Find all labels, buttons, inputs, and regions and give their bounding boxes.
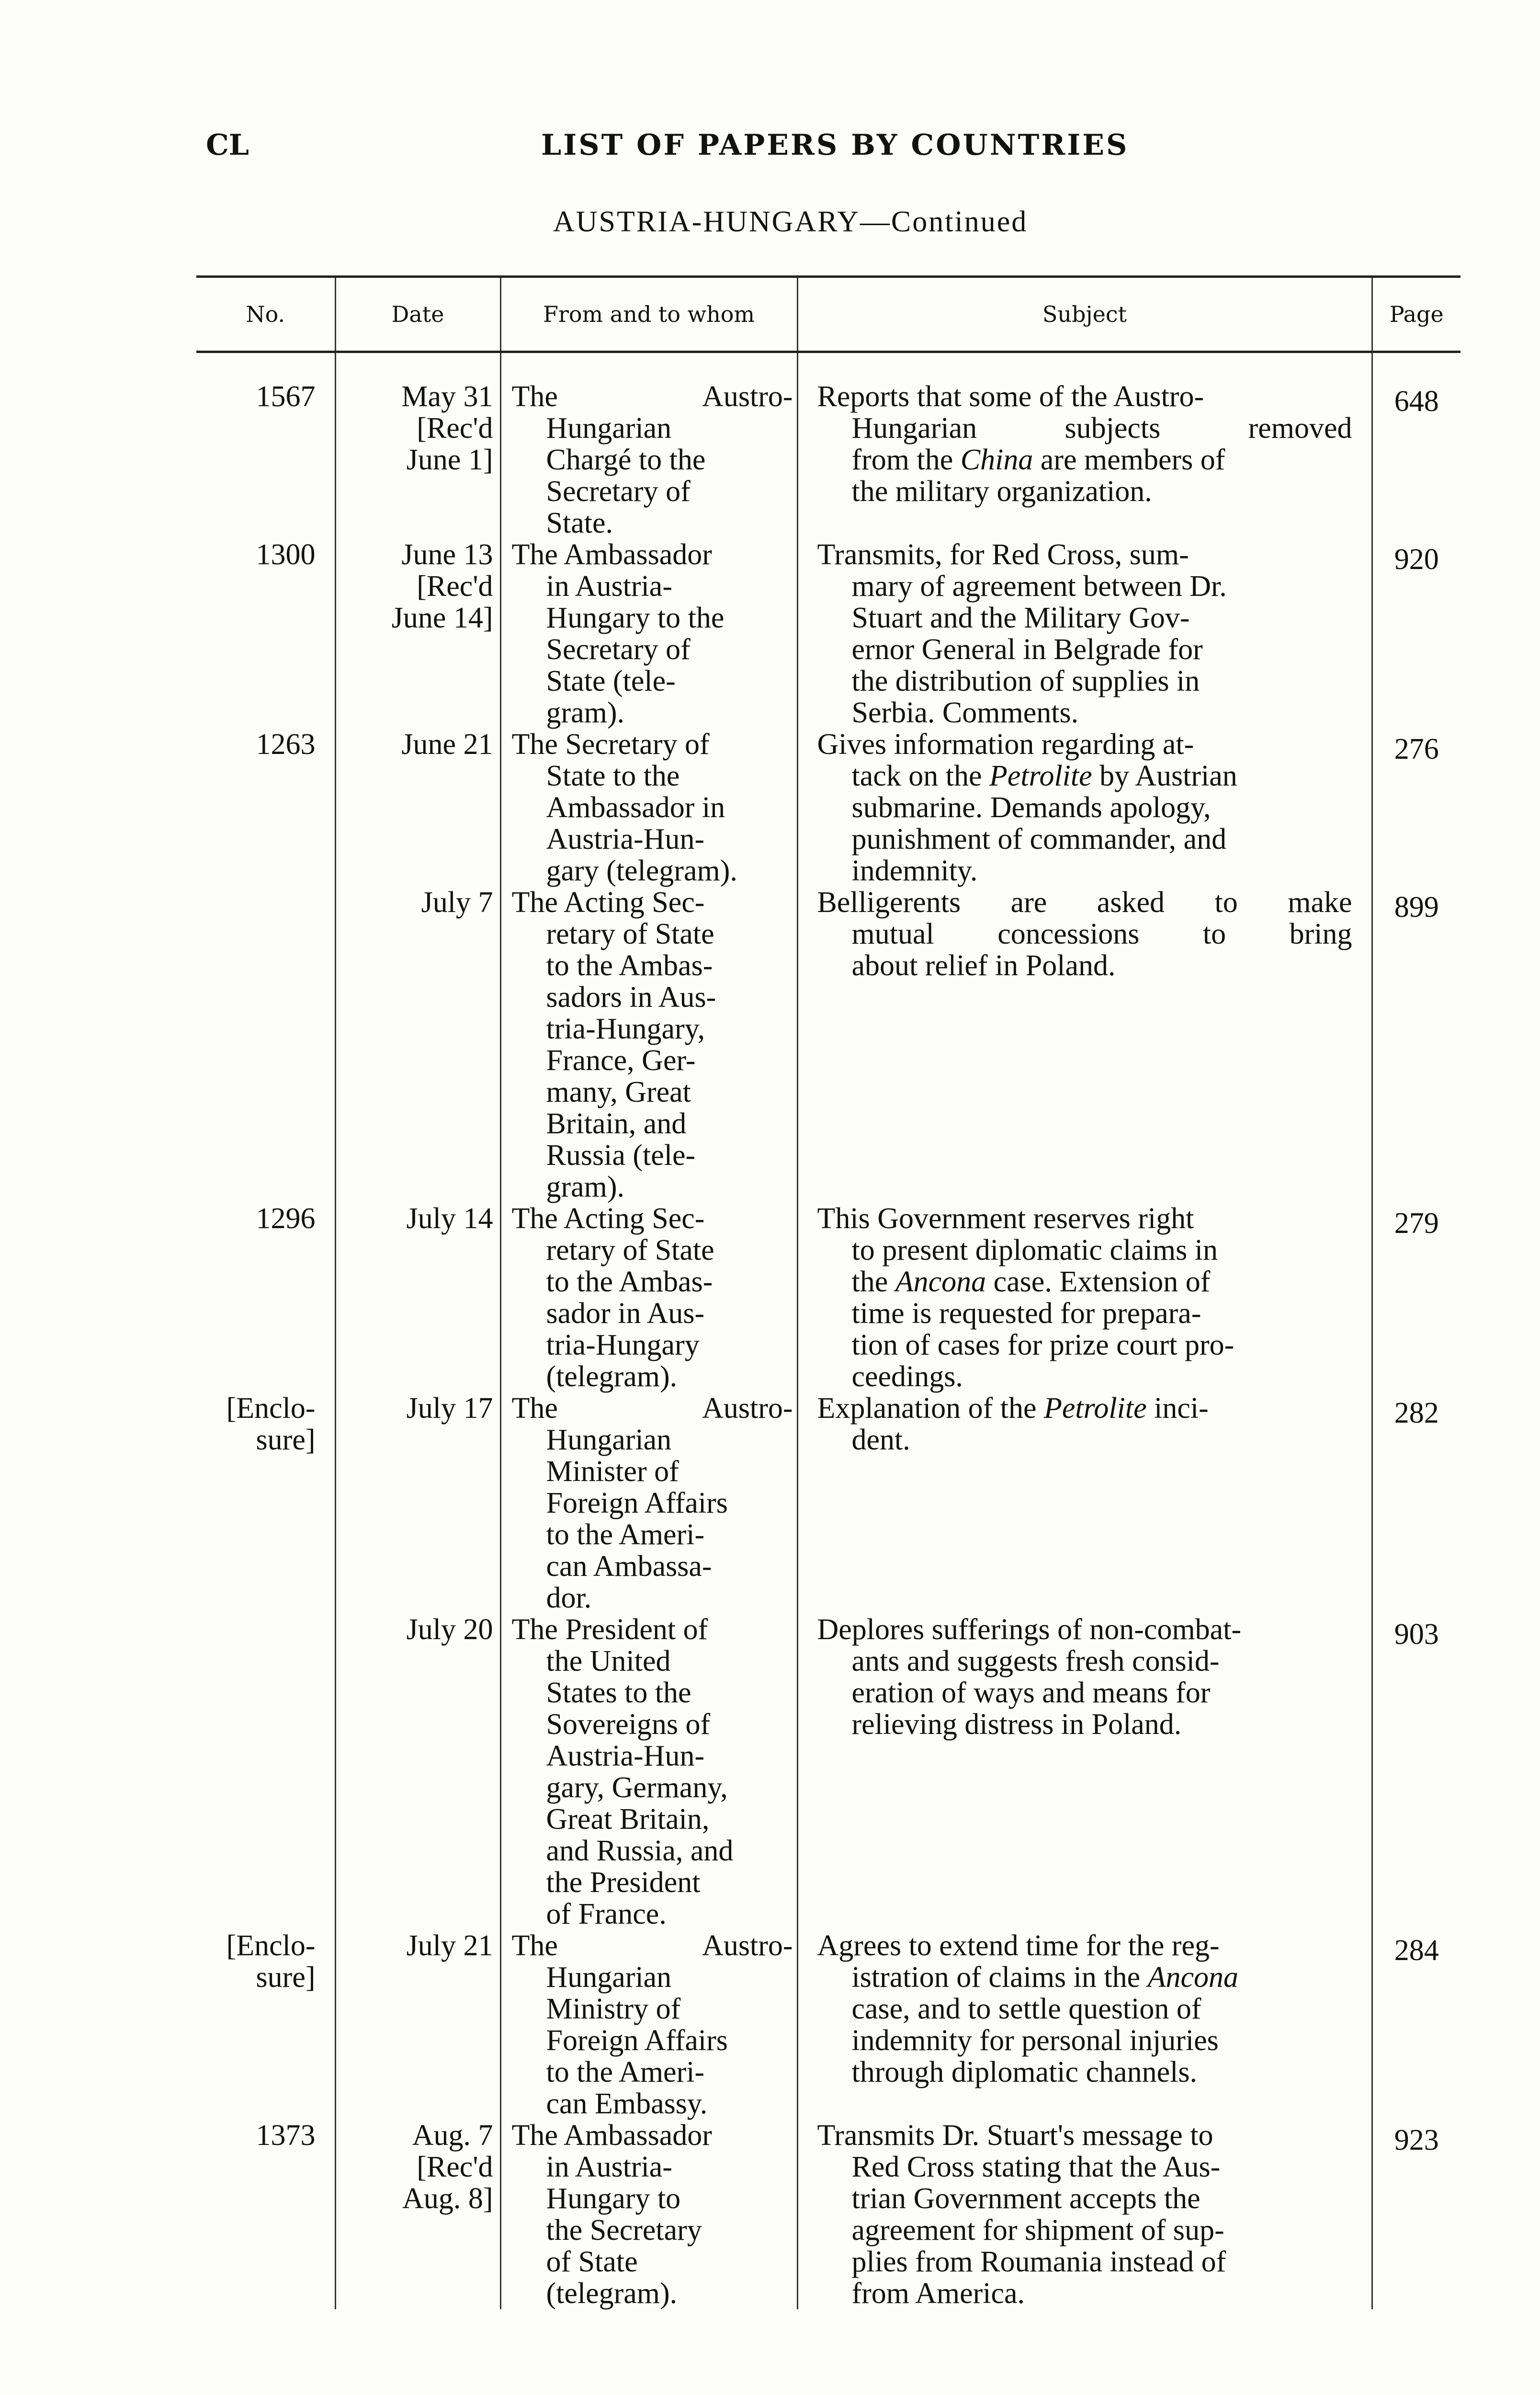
cell-no (196, 1203, 335, 1392)
cell-page: 279 (1372, 1203, 1461, 1392)
cell-date (335, 539, 500, 729)
cell-date (335, 1930, 500, 2120)
cell-page: 923 (1372, 2120, 1461, 2309)
date-line: [Rec'd (417, 570, 493, 603)
table-row (196, 1203, 1461, 1392)
subject-line: about relief in Poland. (851, 949, 1116, 982)
cell-no (196, 1392, 335, 1614)
subject-line: relieving distress in Poland. (851, 1708, 1182, 1741)
from-line: Foreign Affairs (546, 1487, 728, 1519)
cell-from (500, 1930, 797, 2120)
subject-line: to present diplomatic claims in (851, 1234, 1218, 1266)
from-line: to the Ameri- (546, 2056, 705, 2088)
enclosure-label: sure] (256, 1424, 316, 1456)
from-line: can Ambassa- (546, 1550, 712, 1583)
cell-no (196, 729, 335, 887)
from-line: The Austro- (511, 380, 793, 413)
subject-line: Gives information regarding at- (817, 728, 1194, 761)
enclosure-label: [Enclo- (226, 1929, 316, 1962)
cell-from (500, 352, 797, 539)
from-line: in Austria- (546, 2151, 672, 2183)
from-line: gram). (546, 696, 625, 729)
cell-no (196, 2120, 335, 2309)
subject-line: case, and to settle question of (851, 1993, 1201, 2025)
subject-line: Agrees to extend time for the reg- (817, 1929, 1220, 1962)
from-line: of France. (546, 1898, 667, 1930)
subject-line: from the China are members of (851, 444, 1225, 476)
subject-line: Red Cross stating that the Aus- (851, 2151, 1221, 2183)
subject-line: ceedings. (851, 1360, 963, 1393)
cell-from (500, 1614, 797, 1930)
subject-line: tack on the Petrolite by Austrian (851, 760, 1237, 792)
table-row (196, 1930, 1461, 2120)
cell-subject (797, 2120, 1372, 2309)
enclosure-label: [Enclo- (226, 1392, 316, 1425)
cell-subject (797, 1392, 1372, 1614)
from-line: Hungarian (546, 1424, 672, 1456)
cell-date (335, 1392, 500, 1614)
from-line: States to the (546, 1676, 691, 1709)
from-line: gary (telegram). (546, 855, 737, 887)
from-line: retary of State (546, 1234, 714, 1266)
from-line: The Acting Sec- (511, 1202, 705, 1235)
from-line: the President (546, 1866, 701, 1899)
subject-line: agreement for shipment of sup- (851, 2214, 1224, 2247)
page-title: LIST OF PAPERS BY COUNTRIES (541, 128, 1129, 162)
subject-line: tion of cases for prize court pro- (851, 1329, 1234, 1361)
cell-subject (797, 352, 1372, 539)
cell-subject (797, 1930, 1372, 2120)
vessel-name: Ancona (1147, 1961, 1239, 1994)
subject-line: ernor General in Belgrade for (851, 633, 1203, 666)
subject-line: plies from Roumania instead of (851, 2246, 1226, 2278)
vessel-name: China (960, 444, 1033, 476)
page-folio: CL (206, 128, 249, 162)
from-line: The Austro- (511, 1929, 793, 1962)
subject-line: time is requested for prepara- (851, 1297, 1201, 1330)
cell-subject (797, 539, 1372, 729)
date-line: [Rec'd (417, 412, 493, 445)
date-line: July 14 (406, 1202, 493, 1235)
cell-subject (797, 1203, 1372, 1392)
subject-line: Deplores sufferings of non-combat- (817, 1613, 1242, 1646)
cell-no (196, 352, 335, 539)
from-line: The Ambassador (511, 538, 712, 571)
vessel-name: Petrolite (989, 760, 1092, 792)
from-line: Ministry of (546, 1993, 681, 2025)
cell-date (335, 352, 500, 539)
cell-no (196, 887, 335, 1203)
from-line: State (tele- (546, 665, 676, 697)
from-line: can Embassy. (546, 2087, 708, 2120)
table-row (196, 729, 1461, 887)
subject-line: trian Government accepts the (851, 2182, 1200, 2215)
vessel-name: Petrolite (1043, 1392, 1147, 1425)
from-line: Russia (tele- (546, 1139, 696, 1172)
from-line: Secretary of (546, 633, 691, 666)
from-line: Britain, and (546, 1107, 687, 1140)
from-line: gary, Germany, (546, 1771, 728, 1804)
from-line: (telegram). (546, 2277, 678, 2310)
column-header-no: No. (196, 277, 335, 352)
subject-line: indemnity. (851, 855, 978, 887)
section-title: AUSTRIA-HUNGARY—Continued (553, 205, 1028, 238)
cell-page: 276 (1372, 729, 1461, 887)
from-line: The President of (511, 1613, 708, 1646)
from-line: to the Ambas- (546, 1266, 713, 1298)
running-head (206, 128, 1461, 167)
table-row (196, 887, 1461, 1203)
subject-line: Serbia. Comments. (851, 696, 1079, 729)
paper-number: 1300 (256, 538, 316, 571)
subject-line: Transmits Dr. Stuart's message to (817, 2119, 1213, 2152)
table-row (196, 1614, 1461, 1930)
cell-page: 903 (1372, 1614, 1461, 1930)
cell-date (335, 1614, 500, 1930)
subject-line: ants and suggests fresh consid- (851, 1645, 1220, 1677)
from-line: The Secretary of (511, 728, 710, 761)
subject-line: submarine. Demands apology, (851, 791, 1211, 824)
paper-number: 1263 (256, 728, 316, 761)
from-line: gram). (546, 1171, 625, 1203)
table-row (196, 539, 1461, 729)
from-line: (telegram). (546, 1360, 678, 1393)
cell-date (335, 1203, 500, 1392)
from-line: to the Ambas- (546, 949, 713, 982)
cell-no (196, 539, 335, 729)
table-row (196, 2120, 1461, 2309)
cell-from (500, 729, 797, 887)
from-line: sador in Aus- (546, 1297, 705, 1330)
cell-date (335, 2120, 500, 2309)
from-line: Great Britain, (546, 1803, 710, 1836)
cell-subject (797, 1614, 1372, 1930)
date-line: July 7 (421, 886, 493, 919)
column-header-date: Date (335, 277, 500, 352)
subject-line: dent. (851, 1424, 910, 1456)
cell-page: 899 (1372, 887, 1461, 1203)
from-line: The Ambassador (511, 2119, 712, 2152)
cell-page: 282 (1372, 1392, 1461, 1614)
from-line: State to the (546, 760, 680, 792)
from-line: tria-Hungary, (546, 1013, 705, 1045)
from-line: to the Ameri- (546, 1518, 705, 1551)
subject-line: This Government reserves right (817, 1202, 1194, 1235)
from-line: retary of State (546, 918, 714, 950)
subject-line: indemnity for personal injuries (851, 2024, 1219, 2057)
table-header (196, 277, 1461, 352)
from-line: and Russia, and (546, 1835, 734, 1867)
from-line: in Austria- (546, 570, 672, 603)
date-line: Aug. 8] (402, 2182, 493, 2215)
subject-line: the Ancona case. Extension of (851, 1266, 1211, 1298)
paper-number: 1373 (256, 2119, 316, 2152)
date-line: July 20 (406, 1613, 493, 1646)
from-line: Hungary to (546, 2182, 681, 2215)
from-line: France, Ger- (546, 1044, 696, 1077)
cell-from (500, 2120, 797, 2309)
from-line: Foreign Affairs (546, 2024, 728, 2057)
paper-number: 1296 (256, 1202, 316, 1235)
subject-line: through diplomatic channels. (851, 2056, 1197, 2088)
cell-subject (797, 887, 1372, 1203)
date-line: Aug. 7 (412, 2119, 493, 2152)
from-line: The Acting Sec- (511, 886, 705, 919)
cell-no (196, 1930, 335, 2120)
from-line: Sovereigns of (546, 1708, 711, 1741)
cell-from (500, 887, 797, 1203)
subject-line: Stuart and the Military Gov- (851, 602, 1190, 634)
date-line: June 1] (406, 444, 493, 476)
date-line: [Rec'd (417, 2151, 493, 2183)
cell-date (335, 887, 500, 1203)
cell-from (500, 1392, 797, 1614)
from-line: the United (546, 1645, 671, 1677)
subject-line: the military organization. (851, 475, 1152, 508)
cell-date (335, 729, 500, 887)
from-line: dor. (546, 1582, 592, 1614)
date-line: June 13 (401, 538, 493, 571)
subject-line: mary of agreement between Dr. (851, 570, 1227, 603)
subject-line: Transmits, for Red Cross, sum- (817, 538, 1189, 571)
column-header-from: From and to whom (500, 277, 797, 352)
subject-line: the distribution of supplies in (851, 665, 1200, 697)
enclosure-label: sure] (256, 1961, 316, 1994)
from-line: tria-Hungary (546, 1329, 700, 1361)
from-line: sadors in Aus- (546, 981, 716, 1014)
subject-line: eration of ways and means for (851, 1676, 1211, 1709)
subject-line: from America. (851, 2277, 1025, 2310)
subject-line: Hungarian subjects removed (851, 412, 1352, 445)
subject-line: istration of claims in the Ancona (851, 1961, 1239, 1994)
from-line: Austria-Hun- (546, 823, 705, 855)
from-line: the Secretary (546, 2214, 702, 2247)
from-line: Secretary of (546, 475, 691, 508)
date-line: May 31 (401, 380, 493, 413)
cell-from (500, 1203, 797, 1392)
subject-line: Belligerents are asked to make (817, 886, 1352, 919)
from-line: Ambassador in (546, 791, 725, 824)
from-line: Hungarian (546, 412, 672, 445)
from-line: The Austro- (511, 1392, 793, 1425)
from-line: Chargé to the (546, 444, 706, 476)
date-line: July 17 (406, 1392, 493, 1425)
subject-line: Explanation of the Petrolite inci- (817, 1392, 1209, 1425)
from-line: Hungarian (546, 1961, 672, 1994)
subject-line: Reports that some of the Austro- (817, 380, 1204, 413)
from-line: Austria-Hun- (546, 1740, 705, 1772)
cell-no (196, 1614, 335, 1930)
date-line: July 21 (406, 1929, 493, 1962)
column-header-page: Page (1372, 277, 1461, 352)
cell-from (500, 539, 797, 729)
cell-subject (797, 729, 1372, 887)
from-line: Minister of (546, 1455, 679, 1488)
cell-page: 920 (1372, 539, 1461, 729)
subject-line: mutual concessions to bring (851, 918, 1352, 950)
table-row (196, 1392, 1461, 1614)
from-line: of State (546, 2246, 638, 2278)
from-line: many, Great (546, 1076, 691, 1108)
from-line: State. (546, 507, 613, 539)
date-line: June 14] (391, 602, 493, 634)
papers-table (196, 275, 1461, 2309)
column-header-subject: Subject (797, 277, 1372, 352)
subject-line: punishment of commander, and (851, 823, 1227, 855)
table-row (196, 352, 1461, 539)
cell-page: 648 (1372, 352, 1461, 539)
vessel-name: Ancona (895, 1266, 986, 1298)
date-line: June 21 (401, 728, 493, 761)
from-line: Hungary to the (546, 602, 725, 634)
paper-number: 1567 (256, 380, 316, 413)
cell-page: 284 (1372, 1930, 1461, 2120)
